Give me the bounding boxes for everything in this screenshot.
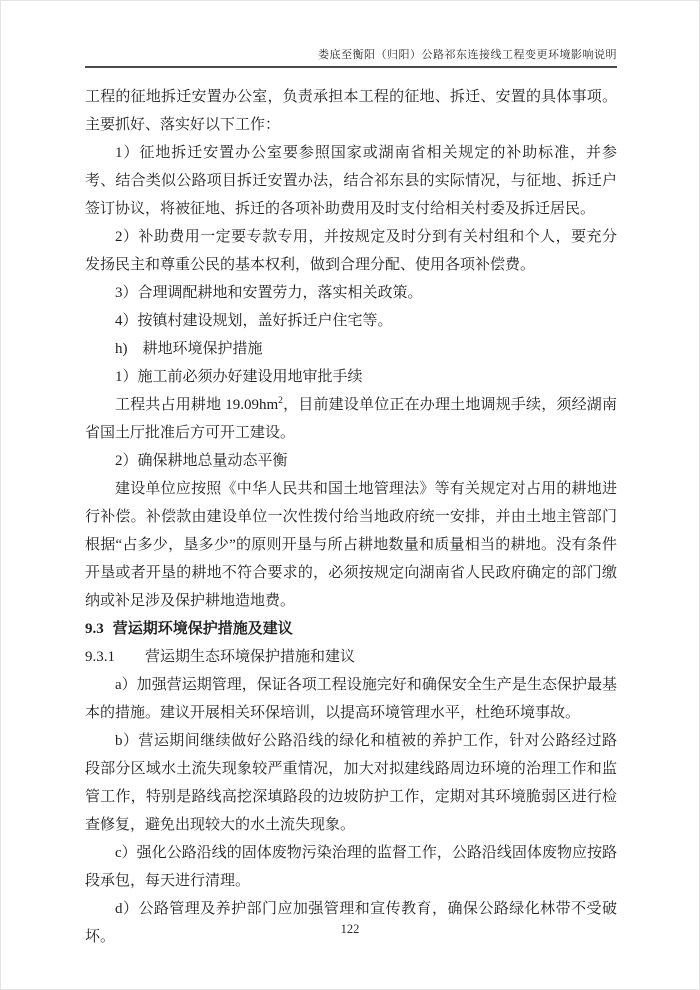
list-item-a-operation-management: a）加强营运期管理，保证各项工程设施完好和确保安全生产是生态保护最基本的措施。建议开展相关环保培训，以提高环境管理水平，杜绝环境事故。 (85, 677, 617, 721)
list-item-d-road-management: d）公路管理及养护部门应加强管理和宣传教育，确保公路绿化林带不受破坏。 (85, 901, 617, 945)
list-item-1-compensation-standards: 1）征地拆迁安置办公室要参照国家或湖南省相关规定的补助标准，并参考、结合类似公路项目拆迁安置办法，结合祁东县的实际情况，与征地、拆迁户签订协议，将被征地、拆迁的各项补助费用及时支付给相关村委及拆迁居民。 (85, 145, 617, 217)
farmland-area-text-before: 工程共占用耕地 19.09hm (115, 397, 279, 413)
area-unit-superscript: 2 (278, 396, 283, 406)
header-divider (85, 66, 617, 68)
list-item-4-village-planning: 4）按镇村建设规划，盖好拆迁户住宅等。 (115, 313, 393, 329)
list-item-b-greening-maintenance: b）营运期间继续做好公路沿线的绿化和植被的养护工作，针对公路经过路段部分区域水土流失现象较严重情况，加大对拟建线路周边环境的治理工作和监管工作，特别是路线高挖深填路段的边坡防护工作，定期对其环境脆弱区进行检查修复，避免出现较大的水土流失现象。 (85, 733, 617, 833)
section-heading-text: 营运期环境保护措施及建议 (112, 621, 293, 637)
subsection-heading-text: 营运期生态环境保护措施和建议 (145, 649, 356, 665)
list-item-h-farmland-protection: h) 耕地环境保护措施 (115, 341, 263, 357)
list-item-3-allocate-farmland: 3）合理调配耕地和安置劳力，落实相关政策。 (115, 285, 423, 301)
page-number: 122 (340, 922, 360, 936)
list-item-2-dedicated-funds: 2）补助费用一定要专款专用，并按规定及时分到有关村组和个人，要充分发扬民主和尊重公民的基本权利，做到合理分配、使用各项补偿费。 (85, 229, 617, 273)
subsection-heading-9-3-1 (85, 643, 617, 671)
section-heading-number: 9.3 (85, 621, 104, 637)
paragraph-farmland-area (85, 391, 617, 447)
list-item-c-solid-waste: c）强化公路沿线的固体废物污染治理的监督工作，公路沿线固体废物应按路段承包，每天进行清理。 (85, 845, 617, 889)
subsection-heading-number: 9.3.1 (85, 649, 115, 665)
list-item-2-farmland-balance: 2）确保耕地总量动态平衡 (115, 453, 288, 469)
farmland-area-text-after: ，目前建设单位正在办理土地调规手续，须经湖南省国土厅批准后方可开工建设。 (85, 397, 617, 441)
document-body (85, 83, 617, 951)
list-item-1-land-approval: 1）施工前必须办好建设用地审批手续 (115, 369, 363, 385)
paragraph-intro: 工程的征地拆迁安置办公室，负责承担本工程的征地、拆迁、安置的具体事项。主要抓好、落实好以下工作： (85, 89, 617, 133)
paragraph-land-law-compensation: 建设单位应按照《中华人民共和国土地管理法》等有关规定对占用的耕地进行补偿。补偿款由建设单位一次性拨付给当地政府统一安排，并由土地主管部门根据“占多少，垦多少”的原则开垦与所占耕地数量和质量相当的耕地。没有条件开垦或者开垦的耕地不符合要求的，必须按规定向湖南省人民政府确定的部门缴纳或补足涉及保护耕地造地费。 (85, 481, 617, 609)
running-header-title: 娄底至衡阳（归阳）公路祁东连接线工程变更环境影响说明 (318, 49, 617, 61)
section-heading-9-3 (85, 615, 617, 643)
